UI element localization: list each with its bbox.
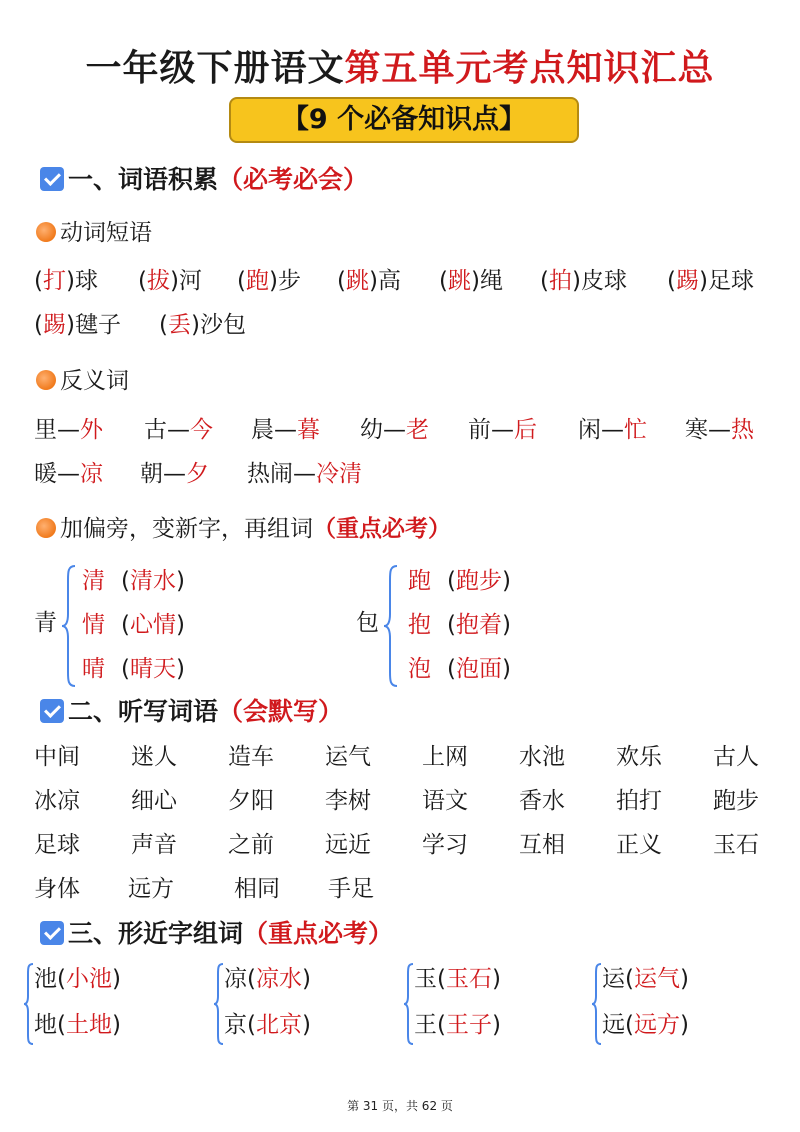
section-heading-vocabulary	[40, 160, 368, 196]
antonym-pair: 幼—老	[360, 417, 429, 443]
subheading-antonyms	[36, 362, 129, 395]
verb-phrase: (拔)河	[138, 268, 202, 294]
dictation-word: 语文	[422, 788, 468, 814]
dictation-word: 夕阳	[228, 788, 274, 814]
radical-group	[34, 560, 334, 692]
dictation-word: 造车	[228, 744, 274, 770]
radical-root: 包	[356, 610, 379, 636]
dictation-word: 跑步	[713, 788, 759, 814]
verb-phrase: (踢)足球	[667, 268, 754, 294]
dictation-word: 水池	[519, 744, 565, 770]
section-hint: （必考必会）	[218, 165, 369, 194]
bullet-icon	[36, 518, 56, 538]
antonym-pair: 热闹—冷清	[247, 461, 362, 487]
checkbox-icon	[40, 921, 64, 945]
radical-root: 青	[34, 610, 57, 636]
antonym-pair: 前—后	[468, 417, 537, 443]
similar-char-line: 王(王子)	[414, 1012, 501, 1038]
title-red: 第五单元考点知识汇总	[344, 48, 715, 89]
verb-phrase: (拍)皮球	[540, 268, 627, 294]
verb-phrase: (踢)毽子	[34, 312, 121, 338]
dictation-word: 足球	[34, 832, 80, 858]
dictation-word: 正义	[616, 832, 662, 858]
curly-brace-icon	[404, 962, 414, 1046]
page-number-footer: 第 31 页，共 62 页	[347, 1099, 453, 1113]
section-heading-dictation	[40, 692, 343, 728]
verb-phrase: (打)球	[34, 268, 98, 294]
subheading-text: 反义词	[60, 368, 129, 394]
antonym-pair: 闲—忙	[578, 417, 647, 443]
section-hint: （重点必考）	[243, 919, 394, 948]
checkbox-icon	[40, 699, 64, 723]
antonym-pair: 晨—暮	[251, 417, 320, 443]
verb-phrase: (跳)绳	[439, 268, 503, 294]
dictation-word: 相同	[234, 876, 280, 902]
antonym-pair: 暖—凉	[34, 461, 103, 487]
dictation-word: 远近	[325, 832, 371, 858]
antonym-pair: 寒—热	[685, 417, 754, 443]
section-hint: （会默写）	[218, 697, 344, 726]
similar-char-group	[592, 958, 762, 1050]
page-title	[0, 40, 800, 91]
antonym-pair: 古—今	[144, 417, 213, 443]
dictation-word: 身体	[34, 876, 80, 902]
dictation-word: 远方	[128, 876, 174, 902]
radical-line: 情 (心情)	[82, 612, 185, 638]
dictation-word: 运气	[325, 744, 371, 770]
section-title: 二、听写词语	[68, 697, 219, 726]
dictation-word: 李树	[325, 788, 371, 814]
verb-phrase: (跳)高	[337, 268, 401, 294]
similar-char-line: 玉(玉石)	[414, 966, 501, 992]
similar-char-group	[404, 958, 574, 1050]
similar-char-group	[214, 958, 384, 1050]
dictation-word: 拍打	[616, 788, 662, 814]
curly-brace-icon	[24, 962, 34, 1046]
dictation-word: 细心	[131, 788, 177, 814]
verb-phrase: (丢)沙包	[159, 312, 246, 338]
radical-line: 抱 (抱着)	[408, 612, 511, 638]
knowledge-count-badge: 【9 个必备知识点】	[229, 97, 579, 143]
subheading-radicals	[36, 510, 451, 543]
dictation-word: 迷人	[131, 744, 177, 770]
radical-group	[356, 560, 656, 692]
similar-char-group	[24, 958, 194, 1050]
dictation-word: 欢乐	[616, 744, 662, 770]
similar-char-line: 京(北京)	[224, 1012, 311, 1038]
dictation-word: 香水	[519, 788, 565, 814]
radical-line: 跑 (跑步)	[408, 568, 511, 594]
radical-line: 泡 (泡面)	[408, 656, 511, 682]
dictation-word: 古人	[713, 744, 759, 770]
dictation-word: 上网	[422, 744, 468, 770]
dictation-word: 互相	[519, 832, 565, 858]
section-title: 三、形近字组词	[68, 919, 244, 948]
section-title: 一、词语积累	[68, 165, 219, 194]
checkbox-icon	[40, 167, 64, 191]
section-heading-similar-characters	[40, 914, 393, 950]
dictation-word: 声音	[131, 832, 177, 858]
similar-char-line: 远(远方)	[602, 1012, 689, 1038]
dictation-word: 之前	[228, 832, 274, 858]
subheading-text: 加偏旁，变新字，再组词	[60, 516, 313, 542]
radical-line: 晴 (晴天)	[82, 656, 185, 682]
radical-line: 清 (清水)	[82, 568, 185, 594]
antonym-pair: 里—外	[34, 417, 103, 443]
curly-brace-icon	[62, 564, 76, 688]
verb-phrase: (跑)步	[237, 268, 301, 294]
similar-char-line: 运(运气)	[602, 966, 689, 992]
similar-char-line: 凉(凉水)	[224, 966, 311, 992]
curly-brace-icon	[214, 962, 224, 1046]
dictation-word: 手足	[328, 876, 374, 902]
title-black: 一年级下册语文	[85, 48, 345, 89]
similar-char-line: 地(土地)	[34, 1012, 121, 1038]
similar-char-line: 池(小池)	[34, 966, 121, 992]
dictation-word: 中间	[34, 744, 80, 770]
subheading-text: 动词短语	[60, 220, 152, 246]
dictation-word: 学习	[422, 832, 468, 858]
subheading-hint: （重点必考）	[313, 516, 451, 542]
dictation-word: 玉石	[713, 832, 759, 858]
dictation-word: 冰凉	[34, 788, 80, 814]
curly-brace-icon	[384, 564, 398, 688]
bullet-icon	[36, 222, 56, 242]
subheading-verb-phrases	[36, 214, 152, 247]
curly-brace-icon	[592, 962, 602, 1046]
antonym-pair: 朝—夕	[140, 461, 209, 487]
bullet-icon	[36, 370, 56, 390]
